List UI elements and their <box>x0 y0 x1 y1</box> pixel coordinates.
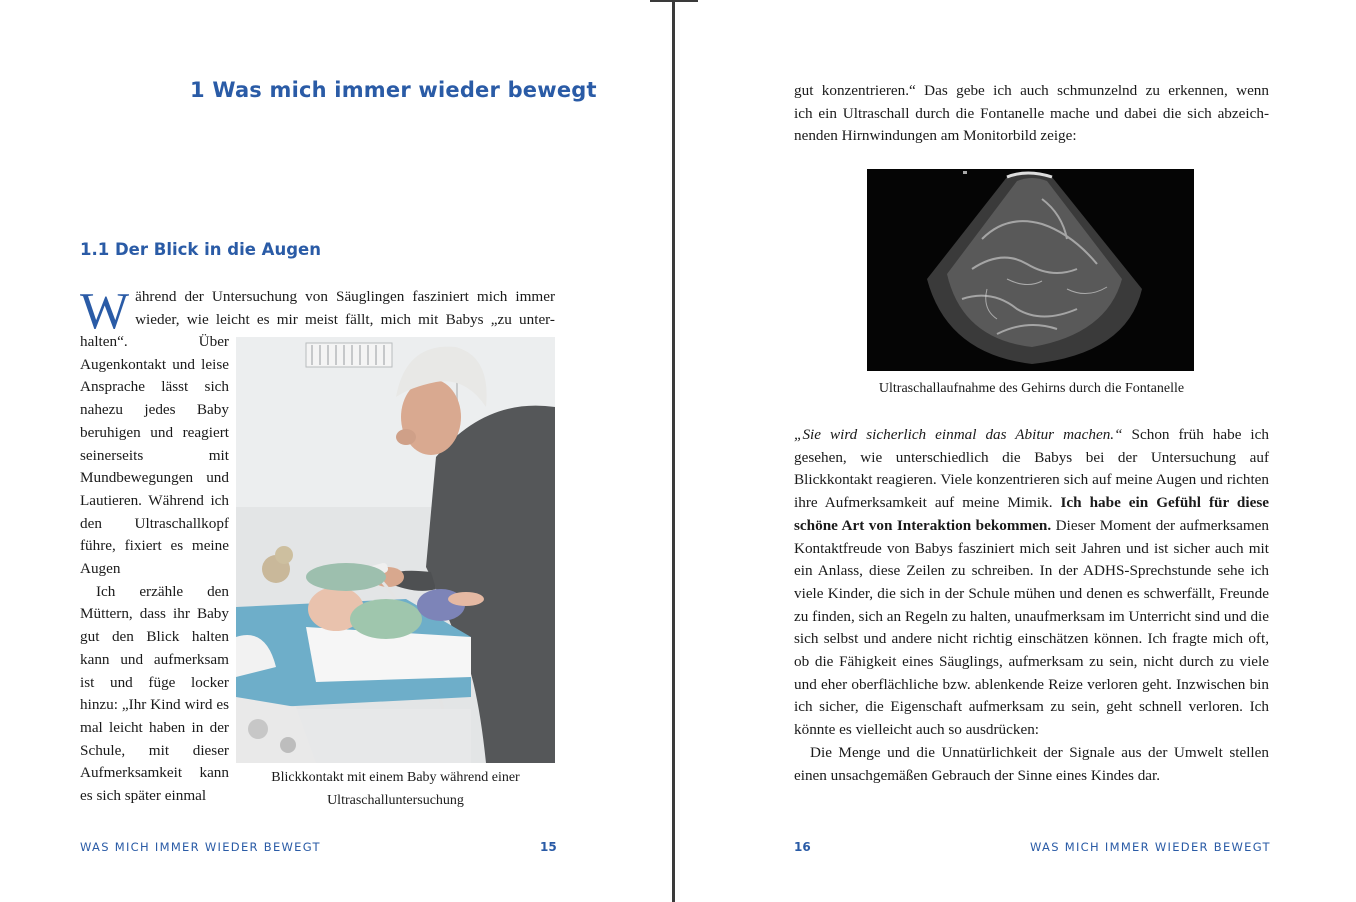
lead-line-1: ährend der Untersuchung von Säuglingen fasziniert mich immer <box>135 288 555 305</box>
para-1-text-b: Dieser Moment der aufmerksamen Kontaktfreude von Babys fasziniert mich seit Jahren und ist sicher auch mit ein Anlass, diese Zeilen zu schreiben. In der ADHS-Sprechstunde sehe ich viele Kinder, die sich in der Schule mühen und denen es schwerfällt, Freunde zu finden, sich an Regeln zu halten, unaufmerksam im Unterricht sind und die sich selbst und andere nicht richtig einschätzen können. Ich fragte mich oft, ob die Fähigkeit eines Säuglings, aufmerksam zu sein, nicht durch zu viele und eher oberflächliche bzw. ablenkende Reize verloren geht. Inzwischen bin ich sicher, die Eigenschaft aufmerksam zu sein, geht schnell verloren. Ich könnte es vielleicht auch so ausdrücken: <box>794 516 1269 739</box>
photo-caption-line-1: Blickkontakt mit einem Baby während einer <box>271 770 520 785</box>
right-top-line-2: ich ein Ultraschall durch die Fontanelle mache und dabei die sich abzeich- <box>794 104 1269 122</box>
right-top-line-1: gut konzentrieren.“ Das gebe ich auch schmunzelnd zu erkennen, wenn <box>794 82 1269 99</box>
right-paragraph-1 <box>794 424 1269 742</box>
right-top-paragraph <box>794 80 1269 148</box>
doctor-baby-photo <box>236 337 555 763</box>
right-paragraph-2: Die Menge und die Unnatürlichkeit der Signale aus der Umwelt stellen einen unsachgemäßen Gebrauch der Sinne eines Kindes dar. <box>794 743 1269 784</box>
para-1-bold: Ich habe ein Gefühl für diese schöne Art von Interaktion bekommen. <box>794 494 1269 534</box>
running-head-right: WAS MICH IMMER WIEDER BEWEGT <box>1030 840 1271 854</box>
drop-cap: W <box>80 283 130 340</box>
section-title: 1.1 Der Blick in die Augen <box>80 240 321 259</box>
narrow-paragraph-2: Ich erzähle den Müttern, dass ihr Baby gut den Blick halten kann und aufmerksam ist und füge locker hinzu: „Ihr Kind wird es mal leicht haben in der Schule, mit dieser Aufmerksamkeit kann es sich später einmal <box>80 582 229 805</box>
quote-italic: „Sie wird sicherlich einmal das Abitur machen.“ <box>794 426 1123 443</box>
page-number-left: 15 <box>540 840 557 854</box>
lead-paragraph <box>80 283 555 340</box>
ultrasound-caption: Ultraschallaufnahme des Gehirns durch die Fontanelle <box>878 381 1185 396</box>
narrow-paragraph-1: halten“. Über Augenkontakt und leise Ansprache lässt sich nahezu jedes Baby beruhigen und reagiert seinerseits mit Mundbewegungen und Lautieren. Während ich den Ultraschallkopf führe, fixiert es meine Augen <box>80 333 229 578</box>
lead-line-2: wieder, wie leicht es mir meist fällt, mich mit Babys „zu unter- <box>135 310 555 328</box>
ultrasound-image <box>867 169 1194 371</box>
photo-caption <box>236 766 555 812</box>
narrow-text-column <box>80 331 229 808</box>
page-number-right: 16 <box>794 840 811 854</box>
left-page <box>0 0 673 902</box>
para-1-text-a: Schon früh habe ich gesehen, wie unterschiedlich die Babys bei der Untersuchung auf Blickkontakt reagieren. Viele konzentrieren sich auf meine Augen und richten ihre Aufmerksamkeit auf meine Mimik. <box>794 426 1269 512</box>
right-top-line-3: nenden Hirnwindungen am Monitorbild zeige: <box>794 127 1077 145</box>
right-body-text <box>794 424 1269 787</box>
running-head-left: WAS MICH IMMER WIEDER BEWEGT <box>80 840 321 854</box>
right-page <box>676 0 1356 902</box>
chapter-title: 1 Was mich immer wieder bewegt <box>190 78 597 102</box>
photo-caption-line-2: Ultraschalluntersuchung <box>327 793 464 808</box>
